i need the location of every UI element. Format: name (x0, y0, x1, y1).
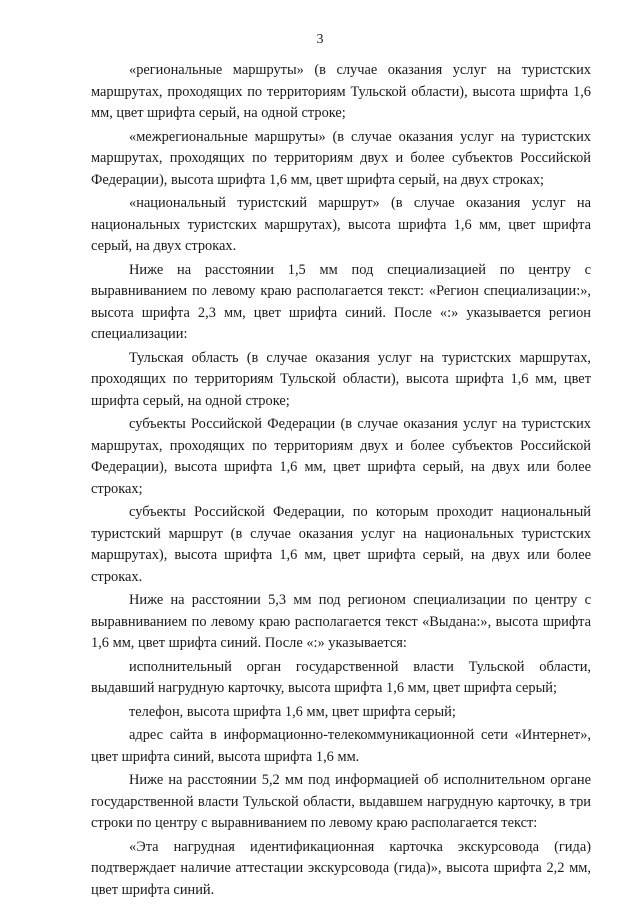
paragraph-national-subjects: субъекты Российской Федерации, по которым проходит национальный туристский маршрут (в случае оказания услуг на национальных туристских маршрутах), высота шрифта 1,6 мм, цвет шрифта серый, на двух или более строках. (91, 504, 591, 585)
paragraph-certification-text: «Эта нагрудная идентификационная карточка экскурсовода (гида) подтверждает наличие аттестации экскурсовода (гида)», высота шрифта 2,2 мм, цвет шрифта синий. (91, 838, 591, 898)
paragraph-regional-routes: «региональные маршруты» (в случае оказания услуг на туристских маршрутах, проходящих по территориям Тульской области), высота шрифта 1,6 мм, цвет шрифта серый, на одной строке; (91, 62, 591, 121)
document-body (91, 60, 591, 903)
paragraph-interregional-routes: «межрегиональные маршруты» (в случае оказания услуг на туристских маршрутах, проходящих по территориям двух и более субъектов Российской Федерации), высота шрифта 1,6 мм, цвет шрифта серый, на двух строках; (91, 128, 591, 188)
paragraph-phone: телефон, высота шрифта 1,6 мм, цвет шрифта серый; (129, 703, 456, 720)
paragraph-certification-text-intro: Ниже на расстоянии 5,2 мм под информацией об исполнительном органе государственной власти Тульской области, выдавшем нагрудную карточку, в три строки по центру с выравниванием по левому краю располагается текст: (91, 772, 591, 831)
page-number: 3 (316, 32, 324, 47)
paragraph-region-label: Ниже на расстоянии 1,5 мм под специализацией по центру с выравниванием по левому краю располагается текст: «Регион специализации:», высота шрифта 2,3 мм, цвет шрифта синий. После «:» указывается регион специализации: (91, 261, 591, 342)
paragraph-website: адрес сайта в информационно-телекоммуникационной сети «Интернет», цвет шрифта синий, высота шрифта 1,6 мм. (91, 727, 591, 765)
paragraph-tula-region: Тульская область (в случае оказания услуг на туристских маршрутах, проходящих по территориям Тульской области), высота шрифта 1,6 мм, цвет шрифта серый, на одной строке; (91, 349, 591, 409)
paragraph-national-route: «национальный туристский маршрут» (в случае оказания услуг на национальных туристских маршрутах), высота шрифта 1,6 мм, цвет шрифта серый, на двух строках. (91, 195, 591, 254)
paragraph-federation-subjects: субъекты Российской Федерации (в случае оказания услуг на туристских маршрутах, проходящих по территориям двух и более субъектов Российской Федерации), высота шрифта 1,6 мм, цвет шрифта серый, на двух или более строках; (91, 416, 591, 497)
paragraph-issued-label: Ниже на расстоянии 5,3 мм под регионом специализации по центру с выравниванием по левому краю располагается текст «Выдана:», высота шрифта 1,6 мм, цвет шрифта синий. После «:» указывается: (91, 592, 591, 651)
paragraph-executive-body: исполнительный орган государственной власти Тульской области, выдавший нагрудную карточку, высота шрифта 1,6 мм, цвет шрифта серый; (91, 658, 591, 696)
